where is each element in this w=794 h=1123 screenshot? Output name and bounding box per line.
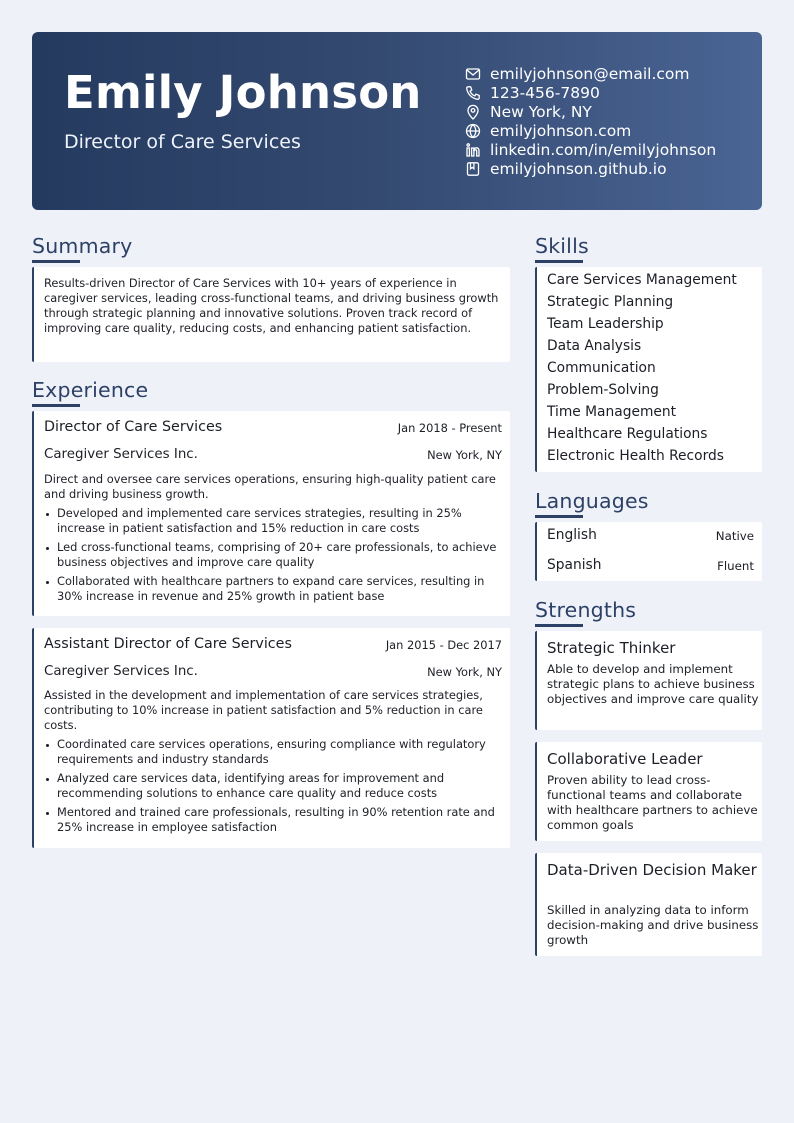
mail-icon	[465, 66, 481, 82]
contact-location-text: New York, NY	[490, 102, 592, 121]
experience-heading-rule	[32, 404, 80, 407]
job-description: Direct and oversee care services operations, ensuring high-quality patient care and driving business growth.	[44, 472, 496, 501]
candidate-role: Director of Care Services	[64, 131, 301, 153]
contact-linkedin[interactable]	[465, 140, 716, 159]
job-achievements	[44, 737, 504, 839]
strengths-heading: Strengths	[535, 598, 637, 622]
phone-icon	[465, 85, 481, 101]
job-company: Caregiver Services Inc.	[44, 447, 198, 462]
job-title: Assistant Director of Care Services	[44, 636, 292, 652]
experience-heading: Experience	[32, 378, 149, 402]
skills-heading-rule	[535, 260, 583, 263]
skills-heading: Skills	[535, 234, 589, 258]
summary-heading-rule	[32, 260, 80, 263]
language-level: Fluent	[717, 559, 754, 573]
contact-github[interactable]	[465, 159, 716, 178]
achievement-item: Collaborated with healthcare partners to expand care services, resulting in 30% increase in revenue and 25% growth in patient base	[44, 574, 504, 604]
strengths-heading-rule	[535, 624, 583, 627]
contact-website[interactable]	[465, 121, 716, 140]
languages-heading-rule	[535, 515, 583, 518]
job-achievements	[44, 506, 504, 608]
job-dates: Jan 2015 - Dec 2017	[385, 638, 502, 652]
job-title: Director of Care Services	[44, 419, 223, 435]
summary-text: Results-driven Director of Care Services with 10+ years of experience in caregiver services, leading cross-functional teams, and driving business growth through strategic planning and innovative solutions. Proven track record of improving care quality, reducing costs, and enhancing patient satisfaction.	[44, 276, 499, 335]
contact-email[interactable]	[465, 64, 716, 83]
strength-description: Proven ability to lead cross-functional teams and collaborate with healthcare partners to achieve common goals	[547, 773, 758, 832]
strength-description: Skilled in analyzing data to inform decision-making and drive business growth	[547, 903, 759, 947]
skills-list	[547, 271, 737, 469]
strength-title: Collaborative Leader	[547, 750, 703, 768]
skill-item: Healthcare Regulations	[547, 426, 708, 442]
skill-item: Care Services Management	[547, 272, 737, 288]
strength-card	[535, 853, 762, 956]
skill-item: Communication	[547, 360, 656, 376]
language-name: Spanish	[547, 557, 602, 573]
languages-card	[535, 522, 762, 581]
github-icon	[465, 161, 481, 177]
job-card	[32, 628, 510, 848]
achievement-item: Coordinated care services operations, ensuring compliance with regulatory requirements and industry standards	[44, 737, 504, 767]
strength-description: Able to develop and implement strategic plans to achieve business objectives and improve care quality	[547, 662, 759, 706]
skill-item: Problem-Solving	[547, 382, 659, 398]
contact-phone[interactable]	[465, 83, 716, 102]
skill-item: Strategic Planning	[547, 294, 674, 310]
achievement-item: Mentored and trained care professionals, resulting in 90% retention rate and 25% increase in employee satisfaction	[44, 805, 504, 835]
globe-icon	[465, 123, 481, 139]
skills-card	[535, 267, 762, 472]
skill-item: Data Analysis	[547, 338, 642, 354]
linkedin-icon	[465, 142, 481, 158]
job-company: Caregiver Services Inc.	[44, 664, 198, 679]
contact-location	[465, 102, 716, 121]
job-card	[32, 411, 510, 616]
contact-linkedin-text: linkedin.com/in/emilyjohnson	[490, 140, 717, 159]
skill-item: Time Management	[547, 404, 677, 420]
candidate-name: Emily Johnson	[64, 66, 422, 119]
resume-header	[32, 32, 762, 210]
summary-card	[32, 267, 510, 362]
job-dates: Jan 2018 - Present	[397, 421, 502, 435]
contact-list	[465, 64, 716, 178]
contact-github-text: emilyjohnson.github.io	[490, 159, 667, 178]
achievement-item: Developed and implemented care services strategies, resulting in 25% increase in patient satisfaction and 15% reduction in care costs	[44, 506, 504, 536]
language-name: English	[547, 527, 597, 543]
languages-heading: Languages	[535, 489, 649, 513]
achievement-item: Led cross-functional teams, comprising of 20+ care professionals, to achieve business objectives and improve care quality	[44, 540, 504, 570]
skill-item: Electronic Health Records	[547, 448, 724, 464]
contact-website-text: emilyjohnson.com	[490, 121, 632, 140]
strength-title: Strategic Thinker	[547, 639, 676, 657]
achievement-item: Analyzed care services data, identifying areas for improvement and recommending solutions to enhance care quality and reduce costs	[44, 771, 504, 801]
summary-heading: Summary	[32, 234, 133, 258]
location-pin-icon	[465, 104, 481, 120]
job-location: New York, NY	[427, 448, 502, 462]
job-location: New York, NY	[427, 665, 502, 679]
job-description: Assisted in the development and implementation of care services strategies, contributing to 10% increase in patient satisfaction and 5% reduction in care costs.	[44, 688, 483, 732]
language-level: Native	[715, 529, 754, 543]
skill-item: Team Leadership	[547, 316, 664, 332]
contact-phone-text: 123-456-7890	[490, 83, 600, 102]
strength-card	[535, 742, 762, 841]
strength-title: Data-Driven Decision Maker	[547, 861, 757, 879]
strength-card	[535, 631, 762, 730]
contact-email-text: emilyjohnson@email.com	[490, 64, 690, 83]
